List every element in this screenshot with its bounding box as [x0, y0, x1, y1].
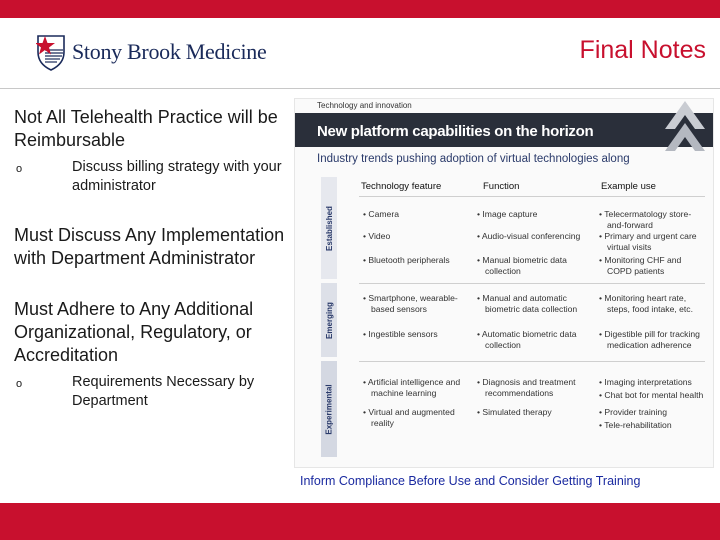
logo-text: Stony Brook Medicine [72, 39, 267, 64]
top-brand-bar [0, 0, 720, 18]
tier-rule-1 [359, 283, 705, 284]
cell-tech-5: • Artificial intelligence and machine learning [363, 377, 461, 398]
sub-bullet-billing-text: Discuss billing strategy with your administrator [72, 159, 282, 194]
figure-headline: New platform capabilities on the horizon [317, 123, 594, 140]
cell-use-4: • Digestible pill for tracking medication adherence [599, 329, 700, 350]
bottom-note: Inform Compliance Before Use and Consider Getting Training [300, 474, 641, 488]
cell-use-3: • Monitoring heart rate, steps, food intake, etc. [599, 293, 693, 314]
technology-figure [294, 98, 714, 468]
chevron-graphic-icon [665, 101, 705, 155]
cell-use-5: • Imaging interpretations • Chat bot for mental health [599, 377, 704, 400]
cell-tech-4: • Ingestible sensors [363, 329, 438, 339]
tier-emerging: Emerging [321, 283, 337, 357]
bullet-marker: o [16, 163, 23, 175]
heading-adhere: Must Adhere to Any Additional Organizational, Regulatory, or Accreditation [14, 299, 254, 365]
bullet-marker: o [16, 378, 23, 390]
header-divider [0, 88, 720, 89]
cell-func-0: • Image capture [477, 209, 538, 219]
cell-use-2: • Monitoring CHF and COPD patients [599, 255, 682, 276]
col-header-function: Function [483, 181, 520, 192]
tier-rule-2 [359, 361, 705, 362]
cell-tech-1: • Video [363, 231, 391, 241]
sub-bullet-requirements-text: Requirements Necessary by Department [72, 374, 255, 409]
heading-reimbursable: Not All Telehealth Practice will be Reimbursable [14, 107, 278, 150]
tier-experimental: Experimental [321, 361, 337, 457]
cell-tech-2: • Bluetooth peripherals [363, 255, 450, 265]
cell-func-1: • Audio-visual conferencing [477, 231, 581, 241]
slide-title: Final Notes [579, 36, 706, 64]
sub-bullet-requirements [14, 373, 296, 411]
cell-func-3: • Manual and automatic biometric data collection [477, 293, 578, 314]
sub-bullet-billing [14, 158, 296, 196]
cell-tech-3: • Smartphone, wearable-based sensors [363, 293, 458, 314]
bottom-brand-bar [0, 503, 720, 540]
col-header-example: Example use [601, 181, 656, 192]
star-shield-icon [36, 32, 66, 72]
tier-established: Established [321, 177, 337, 279]
cell-use-1: • Primary and urgent care virtual visits [599, 231, 697, 252]
figure-footer [295, 451, 713, 467]
cell-func-4: • Automatic biometric data collection [477, 329, 577, 350]
cell-func-2: • Manual biometric data collection [477, 255, 567, 276]
tier-tabs [321, 177, 337, 457]
col-header-technology: Technology feature [361, 181, 442, 192]
figure-subhead: Industry trends pushing adoption of virtual technologies along [317, 153, 630, 165]
cell-tech-6: • Virtual and augmented reality [363, 407, 455, 428]
heading-discuss: Must Discuss Any Implementation with Department Administrator [14, 225, 285, 268]
left-content [14, 106, 296, 411]
cell-func-5: • Diagnosis and treatment recommendations [477, 377, 576, 398]
cell-use-0: • Telecermatology store-and-forward [599, 209, 692, 230]
stony-brook-logo [36, 32, 266, 72]
cell-tech-0: • Camera [363, 209, 399, 219]
header-rule [359, 196, 705, 197]
figure-kicker: Technology and innovation [317, 101, 412, 110]
cell-use-6: • Provider training • Tele-rehabilitation [599, 407, 672, 430]
cell-func-6: • Simulated therapy [477, 407, 552, 417]
